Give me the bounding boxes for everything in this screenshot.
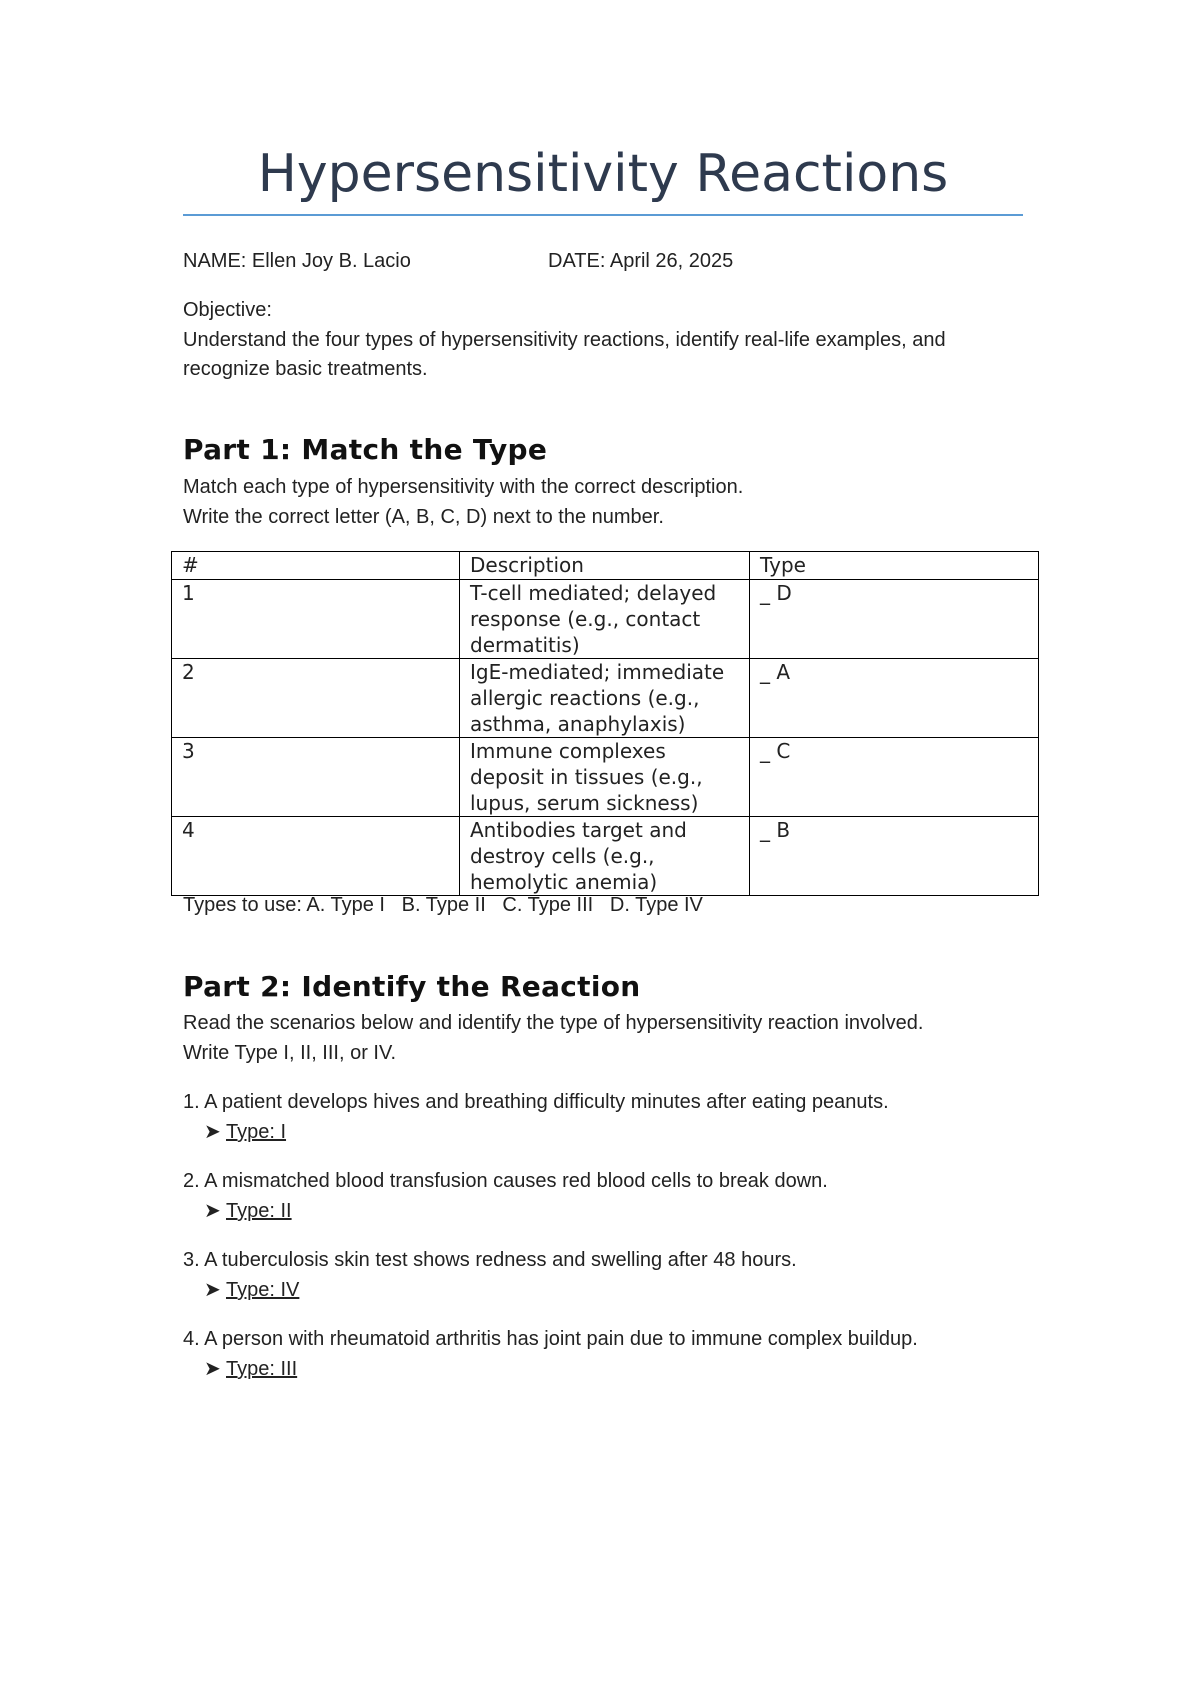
question-item: 1. A patient develops hives and breathing difficulty minutes after eating peanuts. (183, 1091, 889, 1113)
column-header-type: Type (750, 552, 1039, 580)
objective-label: Objective: (183, 299, 272, 321)
table-header-row (172, 552, 1039, 580)
row-number: 3 (172, 738, 460, 817)
objective-text: Understand the four types of hypersensitivity reactions, identify real-life examples, and recognize basic treatments. (183, 329, 946, 380)
row-description: Antibodies target and destroy cells (e.g., hemolytic anemia) (460, 817, 750, 896)
arrow-bullet-icon: ➤ (204, 1358, 221, 1380)
row-number: 4 (172, 817, 460, 896)
part2-instruction: Read the scenarios below and identify the type of hypersensitivity reaction involved. (183, 1012, 924, 1034)
part2-instruction: Write Type I, II, III, or IV. (183, 1042, 397, 1064)
row-type-answer: _ B (750, 817, 1039, 896)
table-row (172, 738, 1039, 817)
row-description: Immune complexes deposit in tissues (e.g., lupus, serum sickness) (460, 738, 750, 817)
table-row (172, 817, 1039, 896)
row-description: T-cell mediated; delayed response (e.g., contact dermatitis) (460, 580, 750, 659)
part1-instruction: Match each type of hypersensitivity with the correct description. (183, 476, 744, 498)
types-legend-text: Types to use: A. Type I B. Type II C. Type III D. Type IV (183, 894, 703, 916)
part2-heading: Part 2: Identify the Reaction (183, 970, 641, 1003)
column-header-description: Description (460, 552, 750, 580)
arrow-bullet-icon: ➤ (204, 1121, 221, 1143)
part1-heading: Part 1: Match the Type (183, 433, 548, 466)
arrow-bullet-icon: ➤ (204, 1200, 221, 1222)
question-item: 4. A person with rheumatoid arthritis has joint pain due to immune complex buildup. (183, 1328, 918, 1350)
question-item: 3. A tuberculosis skin test shows redness and swelling after 48 hours. (183, 1249, 797, 1271)
match-table (171, 551, 1039, 896)
answer-line (204, 1118, 286, 1147)
name-field: NAME: Ellen Joy B. Lacio (183, 250, 411, 272)
column-header-number: # (172, 552, 460, 580)
answer-text: Type: IV (226, 1279, 300, 1301)
answer-line (204, 1197, 292, 1226)
arrow-bullet-icon: ➤ (204, 1279, 221, 1301)
row-number: 1 (172, 580, 460, 659)
row-type-answer: _ D (750, 580, 1039, 659)
answer-line (204, 1276, 299, 1305)
table-row (172, 659, 1039, 738)
date-field: DATE: April 26, 2025 (548, 250, 734, 272)
row-number: 2 (172, 659, 460, 738)
title-underline (183, 214, 1023, 216)
part1-instruction: Write the correct letter (A, B, C, D) next to the number. (183, 506, 664, 528)
row-description: IgE-mediated; immediate allergic reactions (e.g., asthma, anaphylaxis) (460, 659, 750, 738)
answer-text: Type: I (226, 1121, 287, 1143)
row-type-answer: _ A (750, 659, 1039, 738)
document-title: Hypersensitivity Reactions (257, 144, 949, 204)
row-type-answer: _ C (750, 738, 1039, 817)
answer-text: Type: II (226, 1200, 292, 1222)
question-item: 2. A mismatched blood transfusion causes red blood cells to break down. (183, 1170, 828, 1192)
answer-line (204, 1355, 297, 1384)
types-legend (183, 891, 703, 920)
table-row (172, 580, 1039, 659)
answer-text: Type: III (226, 1358, 298, 1380)
